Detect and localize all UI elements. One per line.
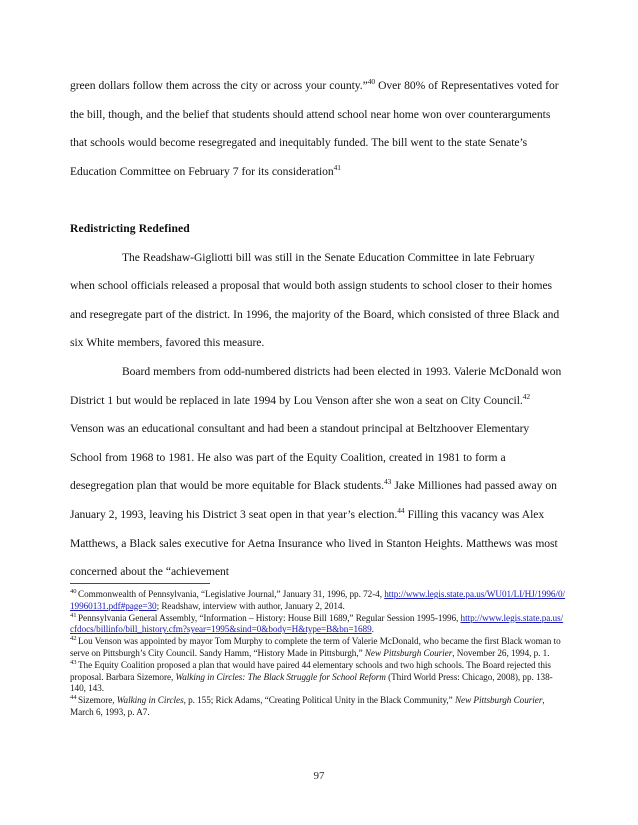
footnote-number-42: 42 [70,635,77,643]
footnote-42 [70,636,566,659]
footnote-40 [70,589,566,612]
footnote-area [70,583,566,719]
footnote-44-text-mid: , p. 155; Rick Adams, “Creating Political Unity in the Black Community,” [183,695,455,706]
footnote-41 [70,613,566,636]
footnote-44-italic-title-2: New Pittsburgh Courier [454,695,543,706]
footnote-44 [70,695,566,718]
footnote-42-italic-title: New Pittsburgh Courier [364,647,453,658]
footnote-40-text-before: Commonwealth of Pennsylvania, “Legislative Journal,” January 31, 1996, pp. 72-4, [78,589,385,599]
footnote-41-text-after: . [371,624,374,635]
footnote-44-text-before: Sizemore, [78,695,117,706]
section-heading: Redistricting Redefined [70,221,190,235]
footnote-reference-40[interactable]: 40 [367,77,376,87]
footnote-reference-42[interactable]: 42 [522,391,531,401]
paragraph-1-continued: Over 80% of Representatives voted for the bill, though, and the belief that students should attend school near home won over counterarguments that schools would become resegregated and inequitably funded. The bill went to the state Senate’s Education Committee on February 7 for its consideration [70,79,559,178]
footnote-41-text-before: Pennsylvania General Assembly, “Information – History: House Bill 1689,” Regular Session 1995-1996, [78,612,461,623]
footnote-40-link[interactable]: http://www.legis.state.pa.us/WU01/LI/HJ/1996/0/19960131.pdf#page=30 [70,589,566,611]
page-number: 97 [313,770,325,782]
paragraph-3-part-a: Board members from odd-numbered districts had been elected in 1993. Valerie McDonald won District 1 but would be replaced in late 1994 by Lou Venson after she won a seat on City Council. [70,364,562,407]
footnote-42-text-before: Lou Venson was appointed by mayor Tom Murphy to complete the term of Valerie McDonald, who became the first Black woman to serve on Pittsburgh’s City Council. Sandy Hamm, “History Made in Pittsburgh,” [70,636,561,658]
paragraph-3-part-d: Filling this vacancy was Alex Matthews, a Black sales executive for Aetna Insurance who lived in Stanton Heights. Matthews was most concerned about the “achievement [70,507,558,579]
footnote-41-link[interactable]: http://www.legis.state.pa.us/cfdocs/billinfo/bill_history.cfm?syear=1995&sind=0&body=H&type=B&bn=1689 [70,612,564,635]
footnote-43-text-after: (Third World Press: Chicago, 2008), pp. 138-140, 143. [70,671,553,694]
paragraph-3 [70,358,562,587]
footnote-number-44: 44 [70,694,77,702]
footnote-reference-41[interactable]: 41 [333,162,341,172]
footnote-40-text-after: ; Readshaw, interview with author, January 2, 2014. [156,600,345,611]
paragraph-1-text: green dollars follow them across the city or across your county.” [70,79,368,92]
footnote-44-text-after: , March 6, 1993, p. A7. [70,695,545,717]
footnote-reference-44[interactable]: 44 [397,506,405,516]
footnote-43-italic-title: Walking in Circles: The Black Struggle for School Reform [175,671,386,682]
paragraph-3-part-b: Venson was an educational consultant and had been a standout principal at Beltzhoover Elementary School from 1968 to 1981. He also was part of the Equity Coalition, created in 1981 to form a desegregation plan that would be more equitable for Black students. [70,422,530,493]
footnote-43 [70,660,566,695]
footnote-43-text-before: The Equity Coalition proposed a plan that would have paired 44 elementary schools and two high schools. The Board rejected this proposal. Barbara Sizemore, [70,660,551,682]
footnote-separator-rule [70,583,210,584]
paragraph-continuation [70,72,562,186]
footnote-number-41: 41 [70,611,77,619]
footnote-44-italic-title: Walking in Circles [116,695,184,706]
footnote-reference-43[interactable]: 43 [383,477,392,487]
footnote-number-40: 40 [70,587,77,595]
paragraph-spacer [70,186,562,215]
footnote-42-text-after: , November 26, 1994, p. 1. [452,647,550,658]
paragraph-3-part-c: Jake Milliones had passed away on January 2, 1993, leaving his District 3 seat open in that year’s election. [70,479,557,521]
body-text-area [70,72,562,587]
paragraph-2: The Readshaw-Gigliotti bill was still in the Senate Education Committee in late February when school officials released a proposal that would both assign students to school closer to their homes and resegregate part of the district. In 1996, the majority of the Board, which consisted of three Black and six White members, favored this measure. [70,250,560,350]
footnote-number-43: 43 [70,659,77,666]
